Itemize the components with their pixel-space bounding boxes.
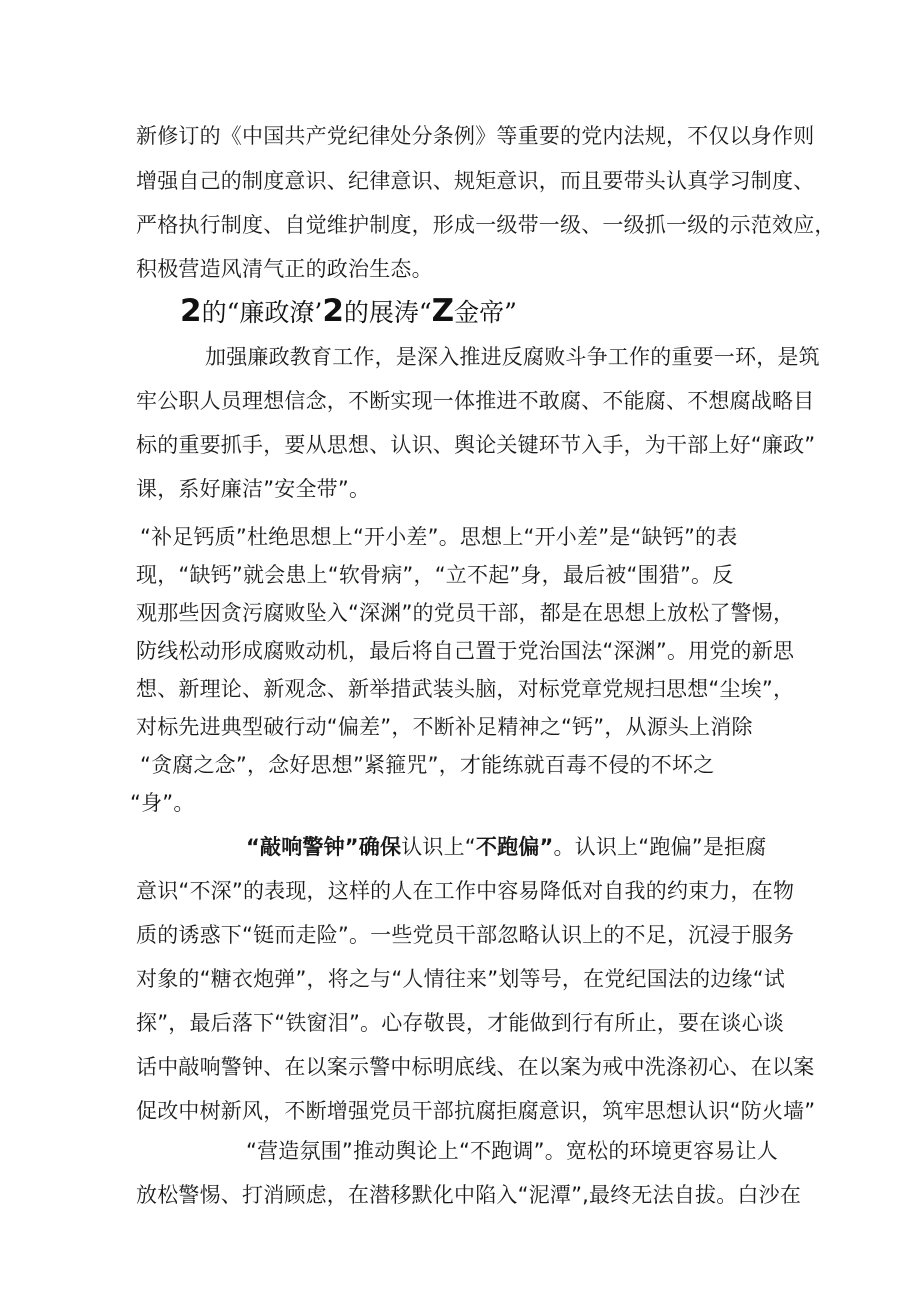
- paragraph-line: 严格执行制度、自觉维护制度，形成一级带一级、一级抓一级的示范效应，: [136, 213, 836, 237]
- heading-part: 金帝”: [454, 298, 517, 327]
- bold-text: 不跑偏”: [475, 835, 554, 859]
- paragraph-line: 探”，最后落下“铁窗泪”。心存敬畏，才能做到行有所止，要在谈心谈: [136, 1011, 785, 1035]
- paragraph-line: 现，“缺钙”就会患上“软骨病”，“立不起”身，最后被“围猎”。反: [136, 563, 734, 587]
- paragraph-line: 新修订的《中国共产党纪律处分条例》等重要的党内法规，不仅以身作则: [136, 124, 815, 148]
- heading-part: 的展涛“: [343, 298, 432, 327]
- paragraph-line: 观那些因贪污腐败坠入“深渊”的党员干部，都是在思想上放松了警惕，: [136, 601, 795, 625]
- paragraph-line: 防线松动形成腐败动机，最后将自己置于党治国法“深渊”。用党的新思: [136, 639, 795, 663]
- section-heading: [180, 294, 517, 330]
- paragraph-line: 话中敲响警钟、在以案示警中标明底线、在以案为戒中洗涤初心、在以案: [136, 1055, 815, 1079]
- paragraph-line: 想、新理论、新观念、新举措武装头脑，对标党章党规扫思想“尘埃”，: [136, 677, 795, 701]
- paragraph-line: “营造氛围”推动舆论上“不跑调”。宽松的环境更容易让人: [246, 1139, 778, 1163]
- paragraph-line: 牢公职人员理想信念，不断实现一体推进不敢腐、不能腐、不想腐战略目: [136, 389, 815, 413]
- paragraph-line: 课，系好廉洁”安全带”。: [136, 477, 371, 501]
- paragraph-line: “身”。: [130, 791, 195, 815]
- paragraph-line: 加强廉政教育工作，是深入推进反腐败斗争工作的重要一环，是筑: [205, 345, 820, 369]
- paragraph-line: 增强自己的制度意识、纪律意识、规矩意识，而且要带头认真学习制度、: [136, 169, 815, 193]
- bold-text: “敲响警钟”确保: [246, 835, 402, 859]
- paragraph-line: 对象的“糖衣炮弹”，将之与“人情往来”划等号，在党纪国法的边缘“试: [136, 967, 785, 991]
- heading-part: 2: [180, 293, 202, 329]
- paragraph-line: “补足钙质”杜绝思想上“开小差”。思想上“开小差”是“缺钙”的表: [140, 525, 738, 549]
- paragraph-line: 质的诱惑下“铤而走险”。一些党员干部忽略认识上的不足，沉浸于服务: [136, 923, 795, 947]
- paragraph-line: 促改中树新风，不断增强党员干部抗腐拒腐意识，筑牢思想认识“防火墙”: [136, 1099, 816, 1123]
- heading-part: 2: [322, 293, 344, 329]
- paragraph-line: 对标先进典型破行动“偏差”，不断补足精神之“钙”，从源头上消除: [136, 715, 753, 739]
- paragraph-line: 放松警惕、打消顾虑，在潜移默化中陷入“泥潭”,最终无法自拔。白沙在: [136, 1183, 802, 1207]
- paragraph-line: 意识“不深”的表现，这样的人在工作中容易降低对自我的约束力，在物: [136, 879, 795, 903]
- body-text: 。认识上“跑偏”是拒腐: [553, 835, 767, 859]
- heading-part: Z: [431, 293, 455, 329]
- paragraph-line: “贪腐之念”，念好思想”紧箍咒”，才能练就百毒不侵的不坏之: [140, 753, 715, 777]
- body-text: 认识上“: [401, 835, 476, 859]
- paragraph-line: 标的重要抓手，要从思想、认识、舆论关键环节入手，为干部上好“廉政”: [136, 433, 816, 457]
- heading-part: 的“廉政潦’: [201, 298, 323, 327]
- paragraph-line: 积极营造风清气正的政治生态。: [136, 257, 433, 281]
- paragraph-line: [0, 832, 920, 862]
